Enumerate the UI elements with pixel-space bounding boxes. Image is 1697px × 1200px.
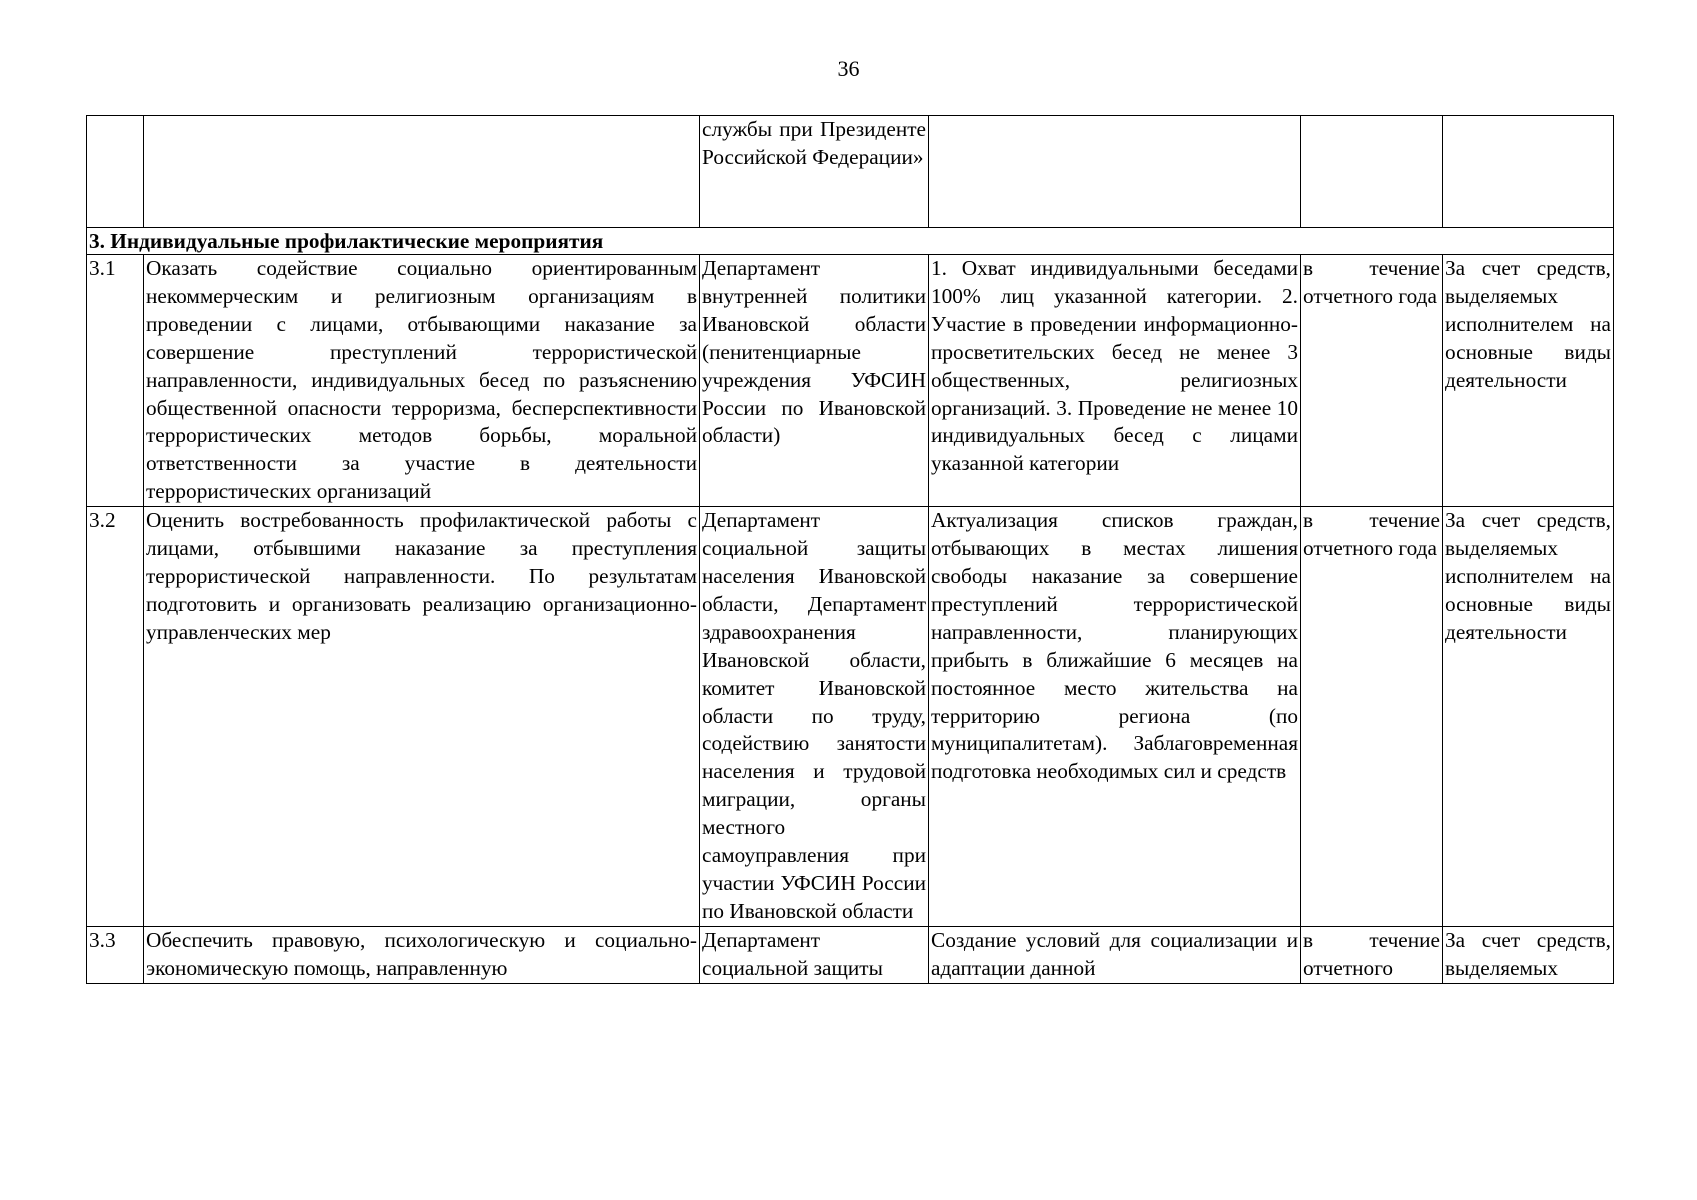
cell-num xyxy=(87,116,144,228)
activities-table xyxy=(86,115,1614,984)
cell-num: 3.1 xyxy=(87,255,144,507)
cell-term: в течение отчетного года xyxy=(1301,507,1443,927)
section-title: 3. Индивидуальные профилактические мероприятия xyxy=(87,228,1614,255)
cell-activity: Оценить востребованность профилактической работы с лицами, отбывшими наказание за преступления террористической направленности. По результатам подготовить и организовать реализацию организационно-управленческих мер xyxy=(144,507,700,927)
cell-executor: Департамент социальной защиты населения Ивановской области, Департамент здравоохранения Ивановской области, комитет Ивановской области по труду, содействию занятости населения и трудовой миграции, органы местного самоуправления при участии УФСИН России по Ивановской области xyxy=(700,507,929,927)
cell-term: в течение отчетного xyxy=(1301,926,1443,983)
cell-activity: Оказать содействие социально ориентированным некоммерческим и религиозным организациям в проведении с лицами, отбывающими наказание за совершение преступлений террористической направленности, индивидуальных бесед по разъяснению общественной опасности терроризма, бесперспективности террористических методов борьбы, моральной ответственности за участие в деятельности террористических организаций xyxy=(144,255,700,507)
cell-executor: Департамент внутренней политики Ивановской области (пенитенциарные учреждения УФСИН России по Ивановской области) xyxy=(700,255,929,507)
cell-funding xyxy=(1443,116,1614,228)
cell-executor: службы при Президенте Российской Федерации» xyxy=(700,116,929,228)
cell-funding: За счет средств, выделяемых исполнителем на основные виды деятельности xyxy=(1443,507,1614,927)
page-number: 36 xyxy=(837,56,860,81)
cell-num: 3.2 xyxy=(87,507,144,927)
cell-result: Актуализация списков граждан, отбывающих в местах лишения свободы наказание за совершение преступлений террористической направленности, планирующих прибыть в ближайшие 6 месяцев на постоянное место жительства на территорию региона (по муниципалитетам). Заблаговременная подготовка необходимых сил и средств xyxy=(929,507,1301,927)
table-row xyxy=(87,926,1614,983)
cell-funding: За счет средств, выделяемых исполнителем на основные виды деятельности xyxy=(1443,255,1614,507)
cell-result xyxy=(929,116,1301,228)
cell-executor: Департамент социальной защиты xyxy=(700,926,929,983)
table-row xyxy=(87,255,1614,507)
cell-activity xyxy=(144,116,700,228)
cell-funding: За счет средств, выделяемых xyxy=(1443,926,1614,983)
table-row-continuation xyxy=(87,116,1614,228)
cell-num: 3.3 xyxy=(87,926,144,983)
cell-result: Создание условий для социализации и адаптации данной xyxy=(929,926,1301,983)
cell-activity: Обеспечить правовую, психологическую и социально-экономическую помощь, направленную xyxy=(144,926,700,983)
cell-result: 1. Охват индивидуальными беседами 100% лиц указанной категории. 2. Участие в проведении информационно-просветительских бесед не менее 3 общественных, религиозных организаций. 3. Проведение не менее 10 индивидуальных бесед с лицами указанной категории xyxy=(929,255,1301,507)
cell-term: в течение отчетного года xyxy=(1301,255,1443,507)
section-row xyxy=(87,228,1614,255)
table-row xyxy=(87,507,1614,927)
cell-term xyxy=(1301,116,1443,228)
